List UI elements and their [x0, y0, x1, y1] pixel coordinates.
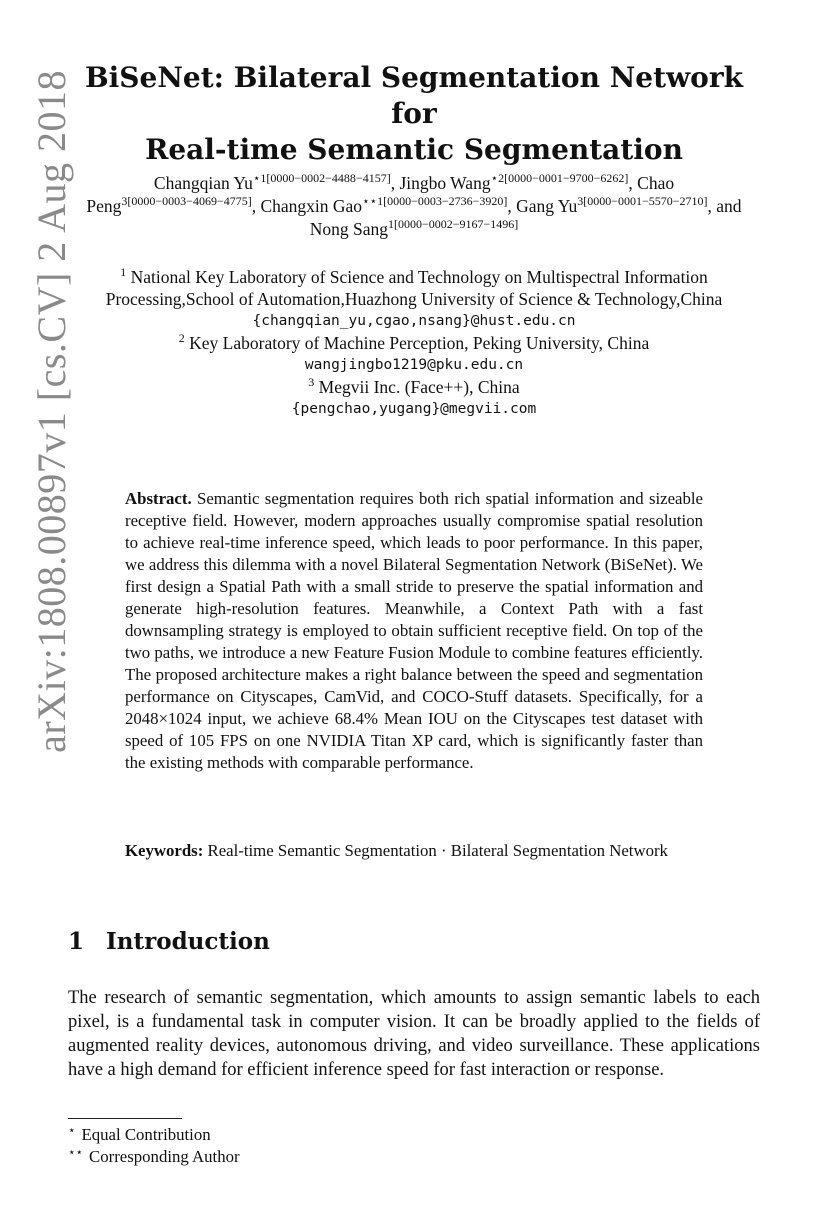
author-separator: , and — [707, 196, 742, 216]
author-name: Changqian Yu — [153, 173, 253, 193]
footnote-divider — [68, 1118, 182, 1119]
title-line-2: Real-time Semantic Segmentation — [145, 133, 683, 166]
affiliation-mark: 3 — [308, 375, 315, 389]
affiliation-1-cont: Processing,School of Automation,Huazhong University of Science & Technology,China — [105, 289, 723, 309]
author-separator: , — [251, 196, 261, 216]
author-marks: ⋆⋆1[0000−0003−2736−3920] — [362, 194, 508, 208]
author-separator: , — [507, 196, 517, 216]
affiliations — [60, 266, 768, 420]
affiliation-text: Megvii Inc. (Face++), China — [318, 377, 520, 397]
author-separator: , — [628, 173, 638, 193]
footnotes — [68, 1124, 240, 1168]
author-marks: 1[0000−0002−9167−1496] — [387, 217, 519, 231]
affiliation-text: Key Laboratory of Machine Perception, Peking University, China — [189, 333, 650, 353]
footnote-mark: ⋆ — [68, 1123, 76, 1137]
email-megvii: {pengchao,yugang}@megvii.com — [291, 401, 537, 417]
email-pku: wangjingbo1219@pku.edu.cn — [304, 357, 524, 373]
affiliation-mark: 2 — [178, 331, 185, 345]
footnote — [68, 1146, 240, 1168]
footnote-text: Equal Contribution — [81, 1125, 211, 1144]
affiliation-mark: 1 — [120, 265, 127, 279]
footnote-text: Corresponding Author — [89, 1147, 240, 1166]
abstract-text: Semantic segmentation requires both rich spatial information and sizeable receptive field. However, modern approaches usually compromise spatial resolution to achieve real-time inference speed, which leads to poor performance. In this paper, we address this dilemma with a novel Bilateral Segmentation Network (BiSeNet). We first design a Spatial Path with a small stride to preserve the spatial information and generate high-resolution features. Meanwhile, a Context Path with a fast downsampling strategy is employed to obtain sufficient receptive field. On top of the two paths, we introduce a new Feature Fusion Module to combine features efficiently. The proposed architecture makes a right balance between the speed and segmentation performance on Cityscapes, CamVid, and COCO-Stuff datasets. Specifically, for a 2048×1024 input, we achieve 68.4% Mean IOU on the Cityscapes test dataset with speed of 105 FPS on one NVIDIA Titan XP card, which is significantly faster than the existing methods with comparable performance. — [125, 489, 703, 772]
author-marks: 3[0000−0001−5570−2710] — [577, 194, 708, 208]
abstract — [125, 488, 703, 774]
affiliation-text: National Key Laboratory of Science and Technology on Multispectral Information — [130, 267, 708, 287]
author-name: Jingbo Wang — [399, 173, 491, 193]
affiliation-3 — [60, 376, 768, 398]
email-hust: {changqian_yu,cgao,nsang}@hust.edu.cn — [252, 313, 576, 329]
arxiv-stamp-text: arXiv:1808.00897v1 [cs.CV] 2 Aug 2018 — [28, 70, 74, 753]
author-marks: ⋆2[0000−0001−9700−6262] — [490, 171, 629, 185]
section-title: Introduction — [106, 928, 270, 955]
author-name: Changxin Gao — [260, 196, 363, 216]
keywords-text: Real-time Semantic Segmentation · Bilateral Segmentation Network — [207, 841, 668, 860]
section-heading-introduction — [68, 928, 270, 955]
affiliation-2 — [60, 332, 768, 354]
author-name: Chao Peng — [86, 173, 675, 216]
author-marks: 3[0000−0003−4069−4775] — [121, 194, 252, 208]
keywords-label: Keywords: — [125, 841, 204, 860]
abstract-label: Abstract. — [125, 489, 192, 508]
author-name: Nong Sang — [309, 219, 388, 239]
affiliation-1 — [60, 266, 768, 288]
author-name: Gang Yu — [516, 196, 578, 216]
section-number: 1 — [68, 928, 85, 955]
author-separator: , — [390, 173, 400, 193]
intro-paragraph: The research of semantic segmentation, which amounts to assign semantic labels to each pixel, is a fundamental task in computer vision. It can be broadly applied to the fields of augmented reality devices, autonomous driving, and video surveillance. These applications have a high demand for efficient inference speed for fast interaction or response. — [68, 988, 760, 1080]
author-marks: ⋆1[0000−0002−4488−4157] — [252, 171, 391, 185]
title-line-1: BiSeNet: Bilateral Segmentation Network for — [85, 61, 743, 130]
footnote — [68, 1124, 240, 1146]
paper-title — [70, 60, 758, 168]
keywords — [125, 840, 703, 862]
arxiv-stamp — [26, 70, 76, 770]
author-list — [72, 172, 756, 241]
footnote-mark: ⋆⋆ — [68, 1145, 84, 1159]
